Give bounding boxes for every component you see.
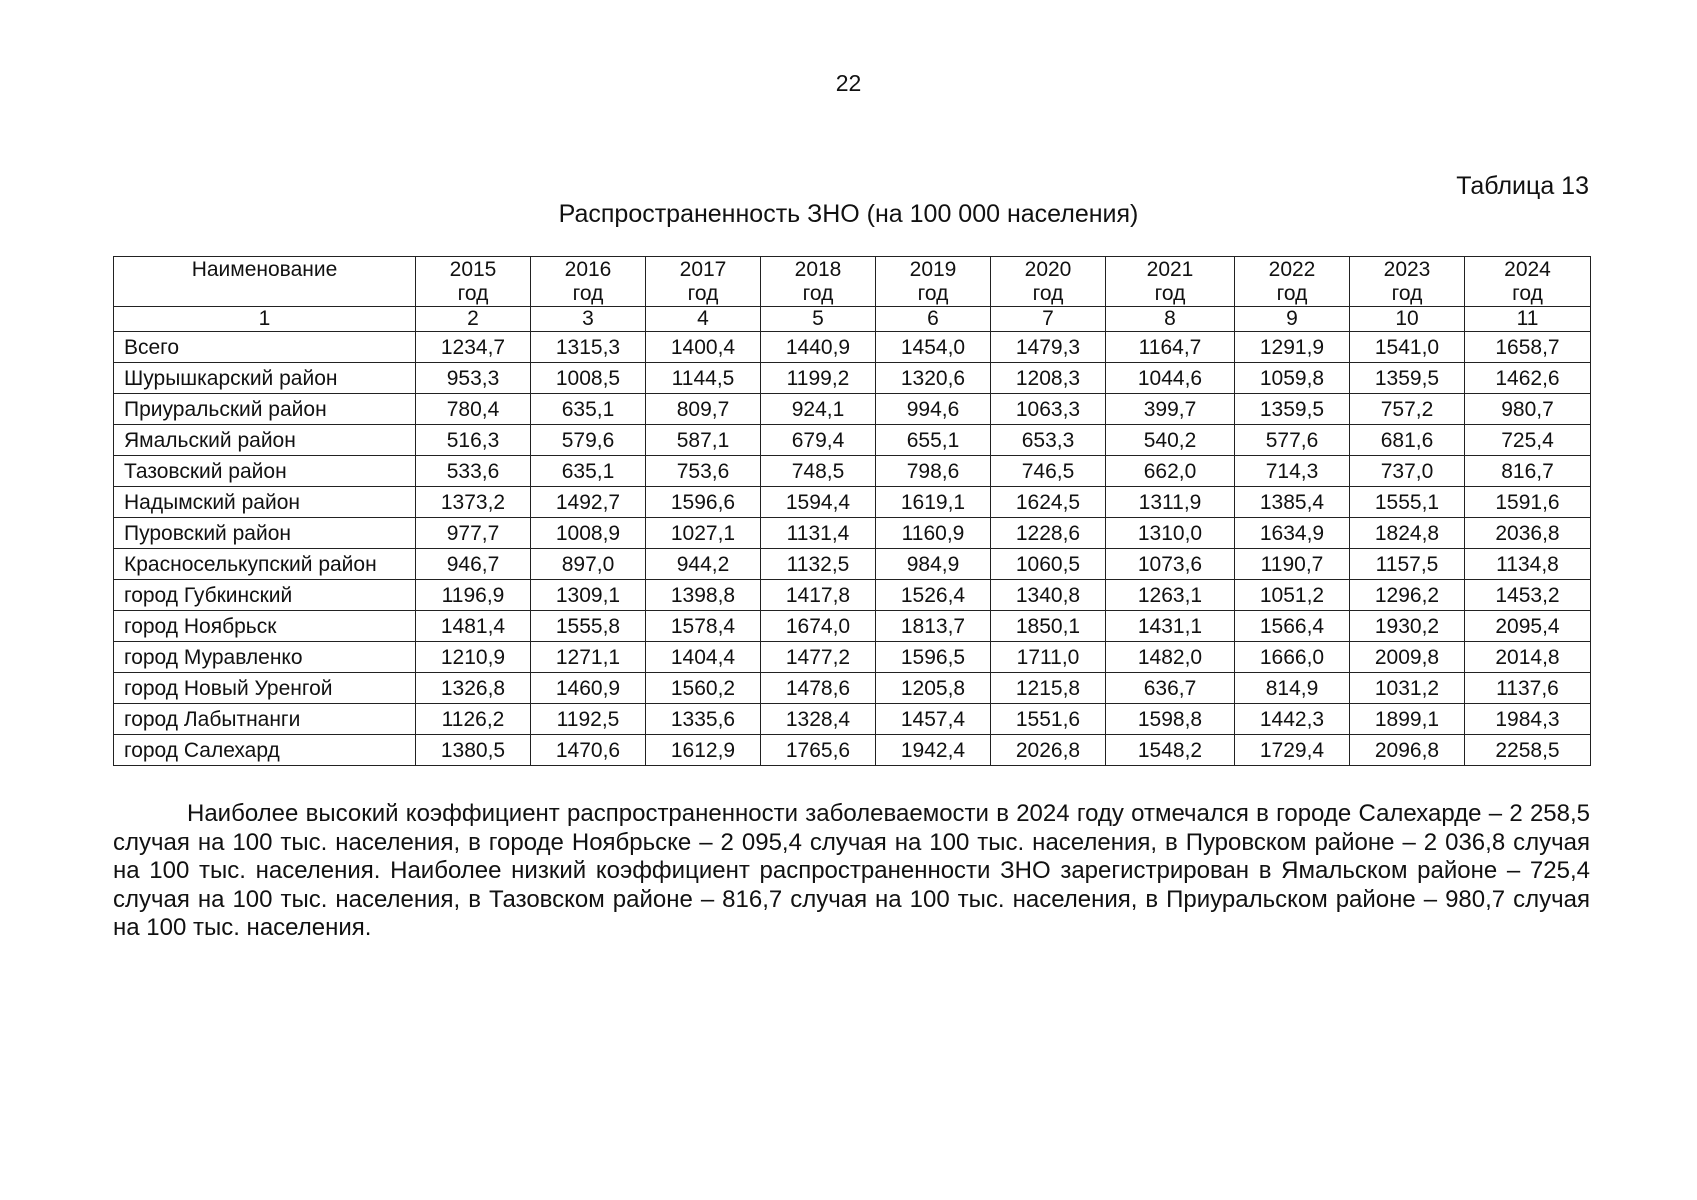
year-label: 2015	[449, 258, 497, 281]
table-row	[114, 456, 1591, 487]
value-cell: 1051,2	[1235, 580, 1350, 611]
row-name-cell: Приуральский район	[114, 394, 416, 425]
row-name-cell: город Салехард	[114, 735, 416, 766]
value-cell: 579,6	[531, 425, 646, 456]
row-name-cell: Надымский район	[114, 487, 416, 518]
value-cell: 679,4	[761, 425, 876, 456]
year-label: 2017	[679, 258, 727, 281]
value-cell: 1157,5	[1350, 549, 1465, 580]
header-row	[114, 257, 1591, 307]
value-cell: 1658,7	[1465, 332, 1591, 363]
value-cell: 1008,9	[531, 518, 646, 549]
column-number: 6	[876, 307, 991, 332]
value-cell: 1526,4	[876, 580, 991, 611]
column-number: 3	[531, 307, 646, 332]
value-cell: 1481,4	[416, 611, 531, 642]
value-cell: 1462,6	[1465, 363, 1591, 394]
table-row	[114, 673, 1591, 704]
value-cell: 1591,6	[1465, 487, 1591, 518]
year-unit-label: год	[572, 282, 604, 305]
value-cell: 1144,5	[646, 363, 761, 394]
value-cell: 1477,2	[761, 642, 876, 673]
row-name-cell: Ямальский район	[114, 425, 416, 456]
prevalence-table	[113, 256, 1591, 766]
value-cell: 1385,4	[1235, 487, 1350, 518]
value-cell: 653,3	[991, 425, 1106, 456]
value-cell: 1296,2	[1350, 580, 1465, 611]
year-column-header	[1106, 257, 1235, 307]
value-cell: 1315,3	[531, 332, 646, 363]
row-name-cell: Красноселькупский район	[114, 549, 416, 580]
value-cell: 635,1	[531, 394, 646, 425]
value-cell: 1440,9	[761, 332, 876, 363]
value-cell: 1326,8	[416, 673, 531, 704]
year-column-header	[646, 257, 761, 307]
row-name-cell: город Новый Уренгой	[114, 673, 416, 704]
table-row	[114, 425, 1591, 456]
value-cell: 1060,5	[991, 549, 1106, 580]
table-row	[114, 549, 1591, 580]
column-number: 5	[761, 307, 876, 332]
year-column-header	[416, 257, 531, 307]
value-cell: 1044,6	[1106, 363, 1235, 394]
year-column-header	[991, 257, 1106, 307]
value-cell: 1320,6	[876, 363, 991, 394]
table-header	[114, 257, 1591, 332]
table-number: Таблица 13	[1456, 172, 1589, 200]
value-cell: 1380,5	[416, 735, 531, 766]
year-unit-label: год	[1391, 282, 1423, 305]
value-cell: 655,1	[876, 425, 991, 456]
value-cell: 814,9	[1235, 673, 1350, 704]
value-cell: 977,7	[416, 518, 531, 549]
value-cell: 1598,8	[1106, 704, 1235, 735]
column-number: 8	[1106, 307, 1235, 332]
year-label: 2020	[1024, 258, 1072, 281]
year-column-header	[1465, 257, 1591, 307]
value-cell: 1309,1	[531, 580, 646, 611]
value-cell: 1340,8	[991, 580, 1106, 611]
value-cell: 746,5	[991, 456, 1106, 487]
table-row	[114, 332, 1591, 363]
value-cell: 1479,3	[991, 332, 1106, 363]
value-cell: 1359,5	[1235, 394, 1350, 425]
value-cell: 1059,8	[1235, 363, 1350, 394]
value-cell: 1560,2	[646, 673, 761, 704]
value-cell: 1460,9	[531, 673, 646, 704]
value-cell: 1131,4	[761, 518, 876, 549]
column-number: 9	[1235, 307, 1350, 332]
value-cell: 681,6	[1350, 425, 1465, 456]
value-cell: 1442,3	[1235, 704, 1350, 735]
table-row	[114, 363, 1591, 394]
value-cell: 1215,8	[991, 673, 1106, 704]
year-label: 2021	[1146, 258, 1194, 281]
year-unit-label: год	[917, 282, 949, 305]
column-number: 4	[646, 307, 761, 332]
value-cell: 1271,1	[531, 642, 646, 673]
summary-paragraph: Наиболее высокий коэффициент распространенности заболеваемости в 2024 году отмечался в городе Салехарде – 2 258,5 случая на 100 тыс. населения, в городе Ноябрьске – 2 095,4 случая на 100 тыс. населения, в Пуровском районе – 2 036,8 случая на 100 тыс. населения. Наиболее низкий коэффициент распространенности ЗНО зарегистрирован в Ямальском районе – 725,4 случая на 100 тыс. населения, в Тазовском районе – 816,7 случая на 100 тыс. населения, в Приуральском районе – 980,7 случая на 100 тыс. населения.	[113, 800, 1590, 941]
value-cell: 809,7	[646, 394, 761, 425]
value-cell: 780,4	[416, 394, 531, 425]
name-column-header: Наименование	[114, 257, 416, 307]
value-cell: 924,1	[761, 394, 876, 425]
value-cell: 540,2	[1106, 425, 1235, 456]
value-cell: 2009,8	[1350, 642, 1465, 673]
year-column-header	[1235, 257, 1350, 307]
value-cell: 1208,3	[991, 363, 1106, 394]
year-unit-label: год	[457, 282, 489, 305]
value-cell: 1942,4	[876, 735, 991, 766]
value-cell: 1160,9	[876, 518, 991, 549]
row-name-cell: Пуровский район	[114, 518, 416, 549]
value-cell: 1492,7	[531, 487, 646, 518]
column-number: 10	[1350, 307, 1465, 332]
value-cell: 798,6	[876, 456, 991, 487]
value-cell: 1431,1	[1106, 611, 1235, 642]
value-cell: 753,6	[646, 456, 761, 487]
value-cell: 1624,5	[991, 487, 1106, 518]
table-row	[114, 704, 1591, 735]
value-cell: 946,7	[416, 549, 531, 580]
value-cell: 1164,7	[1106, 332, 1235, 363]
value-cell: 897,0	[531, 549, 646, 580]
value-cell: 1478,6	[761, 673, 876, 704]
row-name-cell: Всего	[114, 332, 416, 363]
value-cell: 1404,4	[646, 642, 761, 673]
year-column-header	[531, 257, 646, 307]
value-cell: 1234,7	[416, 332, 531, 363]
column-number: 11	[1465, 307, 1591, 332]
value-cell: 1400,4	[646, 332, 761, 363]
value-cell: 1596,5	[876, 642, 991, 673]
value-cell: 1398,8	[646, 580, 761, 611]
value-cell: 1555,1	[1350, 487, 1465, 518]
value-cell: 1373,2	[416, 487, 531, 518]
row-name-cell: Шурышкарский район	[114, 363, 416, 394]
value-cell: 944,2	[646, 549, 761, 580]
value-cell: 1310,0	[1106, 518, 1235, 549]
value-cell: 1555,8	[531, 611, 646, 642]
value-cell: 980,7	[1465, 394, 1591, 425]
year-unit-label: год	[687, 282, 719, 305]
column-number: 2	[416, 307, 531, 332]
value-cell: 1190,7	[1235, 549, 1350, 580]
value-cell: 1417,8	[761, 580, 876, 611]
value-cell: 1729,4	[1235, 735, 1350, 766]
value-cell: 1619,1	[876, 487, 991, 518]
value-cell: 1765,6	[761, 735, 876, 766]
value-cell: 1134,8	[1465, 549, 1591, 580]
value-cell: 1359,5	[1350, 363, 1465, 394]
column-number: 1	[114, 307, 416, 332]
value-cell: 1311,9	[1106, 487, 1235, 518]
value-cell: 1548,2	[1106, 735, 1235, 766]
value-cell: 1850,1	[991, 611, 1106, 642]
value-cell: 1711,0	[991, 642, 1106, 673]
year-unit-label: год	[1276, 282, 1308, 305]
year-unit-label: год	[1512, 282, 1543, 305]
value-cell: 1457,4	[876, 704, 991, 735]
value-cell: 1666,0	[1235, 642, 1350, 673]
value-cell: 1824,8	[1350, 518, 1465, 549]
value-cell: 1199,2	[761, 363, 876, 394]
value-cell: 662,0	[1106, 456, 1235, 487]
year-label: 2024	[1504, 258, 1551, 281]
value-cell: 1482,0	[1106, 642, 1235, 673]
value-cell: 1196,9	[416, 580, 531, 611]
year-unit-label: год	[802, 282, 834, 305]
table-row	[114, 735, 1591, 766]
table-body	[114, 332, 1591, 766]
value-cell: 1205,8	[876, 673, 991, 704]
value-cell: 748,5	[761, 456, 876, 487]
year-column-header	[761, 257, 876, 307]
value-cell: 1263,1	[1106, 580, 1235, 611]
row-name-cell: город Муравленко	[114, 642, 416, 673]
year-label: 2018	[794, 258, 842, 281]
value-cell: 1031,2	[1350, 673, 1465, 704]
value-cell: 2095,4	[1465, 611, 1591, 642]
value-cell: 533,6	[416, 456, 531, 487]
column-number-row	[114, 307, 1591, 332]
year-label: 2019	[909, 258, 957, 281]
row-name-cell: город Ноябрьск	[114, 611, 416, 642]
value-cell: 725,4	[1465, 425, 1591, 456]
year-column-header	[876, 257, 991, 307]
value-cell: 714,3	[1235, 456, 1350, 487]
table-row	[114, 611, 1591, 642]
year-label: 2023	[1383, 258, 1431, 281]
value-cell: 1328,4	[761, 704, 876, 735]
value-cell: 984,9	[876, 549, 991, 580]
value-cell: 1126,2	[416, 704, 531, 735]
row-name-cell: город Губкинский	[114, 580, 416, 611]
value-cell: 635,1	[531, 456, 646, 487]
value-cell: 816,7	[1465, 456, 1591, 487]
value-cell: 399,7	[1106, 394, 1235, 425]
value-cell: 1132,5	[761, 549, 876, 580]
table-row	[114, 518, 1591, 549]
value-cell: 1073,6	[1106, 549, 1235, 580]
value-cell: 1984,3	[1465, 704, 1591, 735]
value-cell: 1335,6	[646, 704, 761, 735]
value-cell: 1470,6	[531, 735, 646, 766]
value-cell: 1137,6	[1465, 673, 1591, 704]
table-title: Распространенность ЗНО (на 100 000 населения)	[558, 200, 1139, 228]
value-cell: 1063,3	[991, 394, 1106, 425]
value-cell: 1210,9	[416, 642, 531, 673]
value-cell: 516,3	[416, 425, 531, 456]
value-cell: 1596,6	[646, 487, 761, 518]
value-cell: 1612,9	[646, 735, 761, 766]
value-cell: 1674,0	[761, 611, 876, 642]
value-cell: 1566,4	[1235, 611, 1350, 642]
value-cell: 1930,2	[1350, 611, 1465, 642]
value-cell: 587,1	[646, 425, 761, 456]
value-cell: 1578,4	[646, 611, 761, 642]
value-cell: 1291,9	[1235, 332, 1350, 363]
year-unit-label: год	[1154, 282, 1186, 305]
table-row	[114, 580, 1591, 611]
value-cell: 1453,2	[1465, 580, 1591, 611]
value-cell: 636,7	[1106, 673, 1235, 704]
value-cell: 1008,5	[531, 363, 646, 394]
value-cell: 1634,9	[1235, 518, 1350, 549]
column-number: 7	[991, 307, 1106, 332]
value-cell: 1813,7	[876, 611, 991, 642]
value-cell: 1192,5	[531, 704, 646, 735]
value-cell: 1027,1	[646, 518, 761, 549]
table-row	[114, 642, 1591, 673]
value-cell: 1551,6	[991, 704, 1106, 735]
year-label: 2016	[564, 258, 612, 281]
value-cell: 1454,0	[876, 332, 991, 363]
value-cell: 2096,8	[1350, 735, 1465, 766]
value-cell: 2014,8	[1465, 642, 1591, 673]
value-cell: 577,6	[1235, 425, 1350, 456]
row-name-cell: город Лабытнанги	[114, 704, 416, 735]
value-cell: 2258,5	[1465, 735, 1591, 766]
value-cell: 1541,0	[1350, 332, 1465, 363]
table-row	[114, 487, 1591, 518]
table-row	[114, 394, 1591, 425]
page-number: 22	[835, 70, 862, 96]
value-cell: 737,0	[1350, 456, 1465, 487]
year-column-header	[1350, 257, 1465, 307]
value-cell: 1228,6	[991, 518, 1106, 549]
value-cell: 2026,8	[991, 735, 1106, 766]
year-unit-label: год	[1032, 282, 1064, 305]
year-label: 2022	[1268, 258, 1316, 281]
value-cell: 953,3	[416, 363, 531, 394]
row-name-cell: Тазовский район	[114, 456, 416, 487]
value-cell: 2036,8	[1465, 518, 1591, 549]
value-cell: 757,2	[1350, 394, 1465, 425]
value-cell: 994,6	[876, 394, 991, 425]
value-cell: 1594,4	[761, 487, 876, 518]
value-cell: 1899,1	[1350, 704, 1465, 735]
